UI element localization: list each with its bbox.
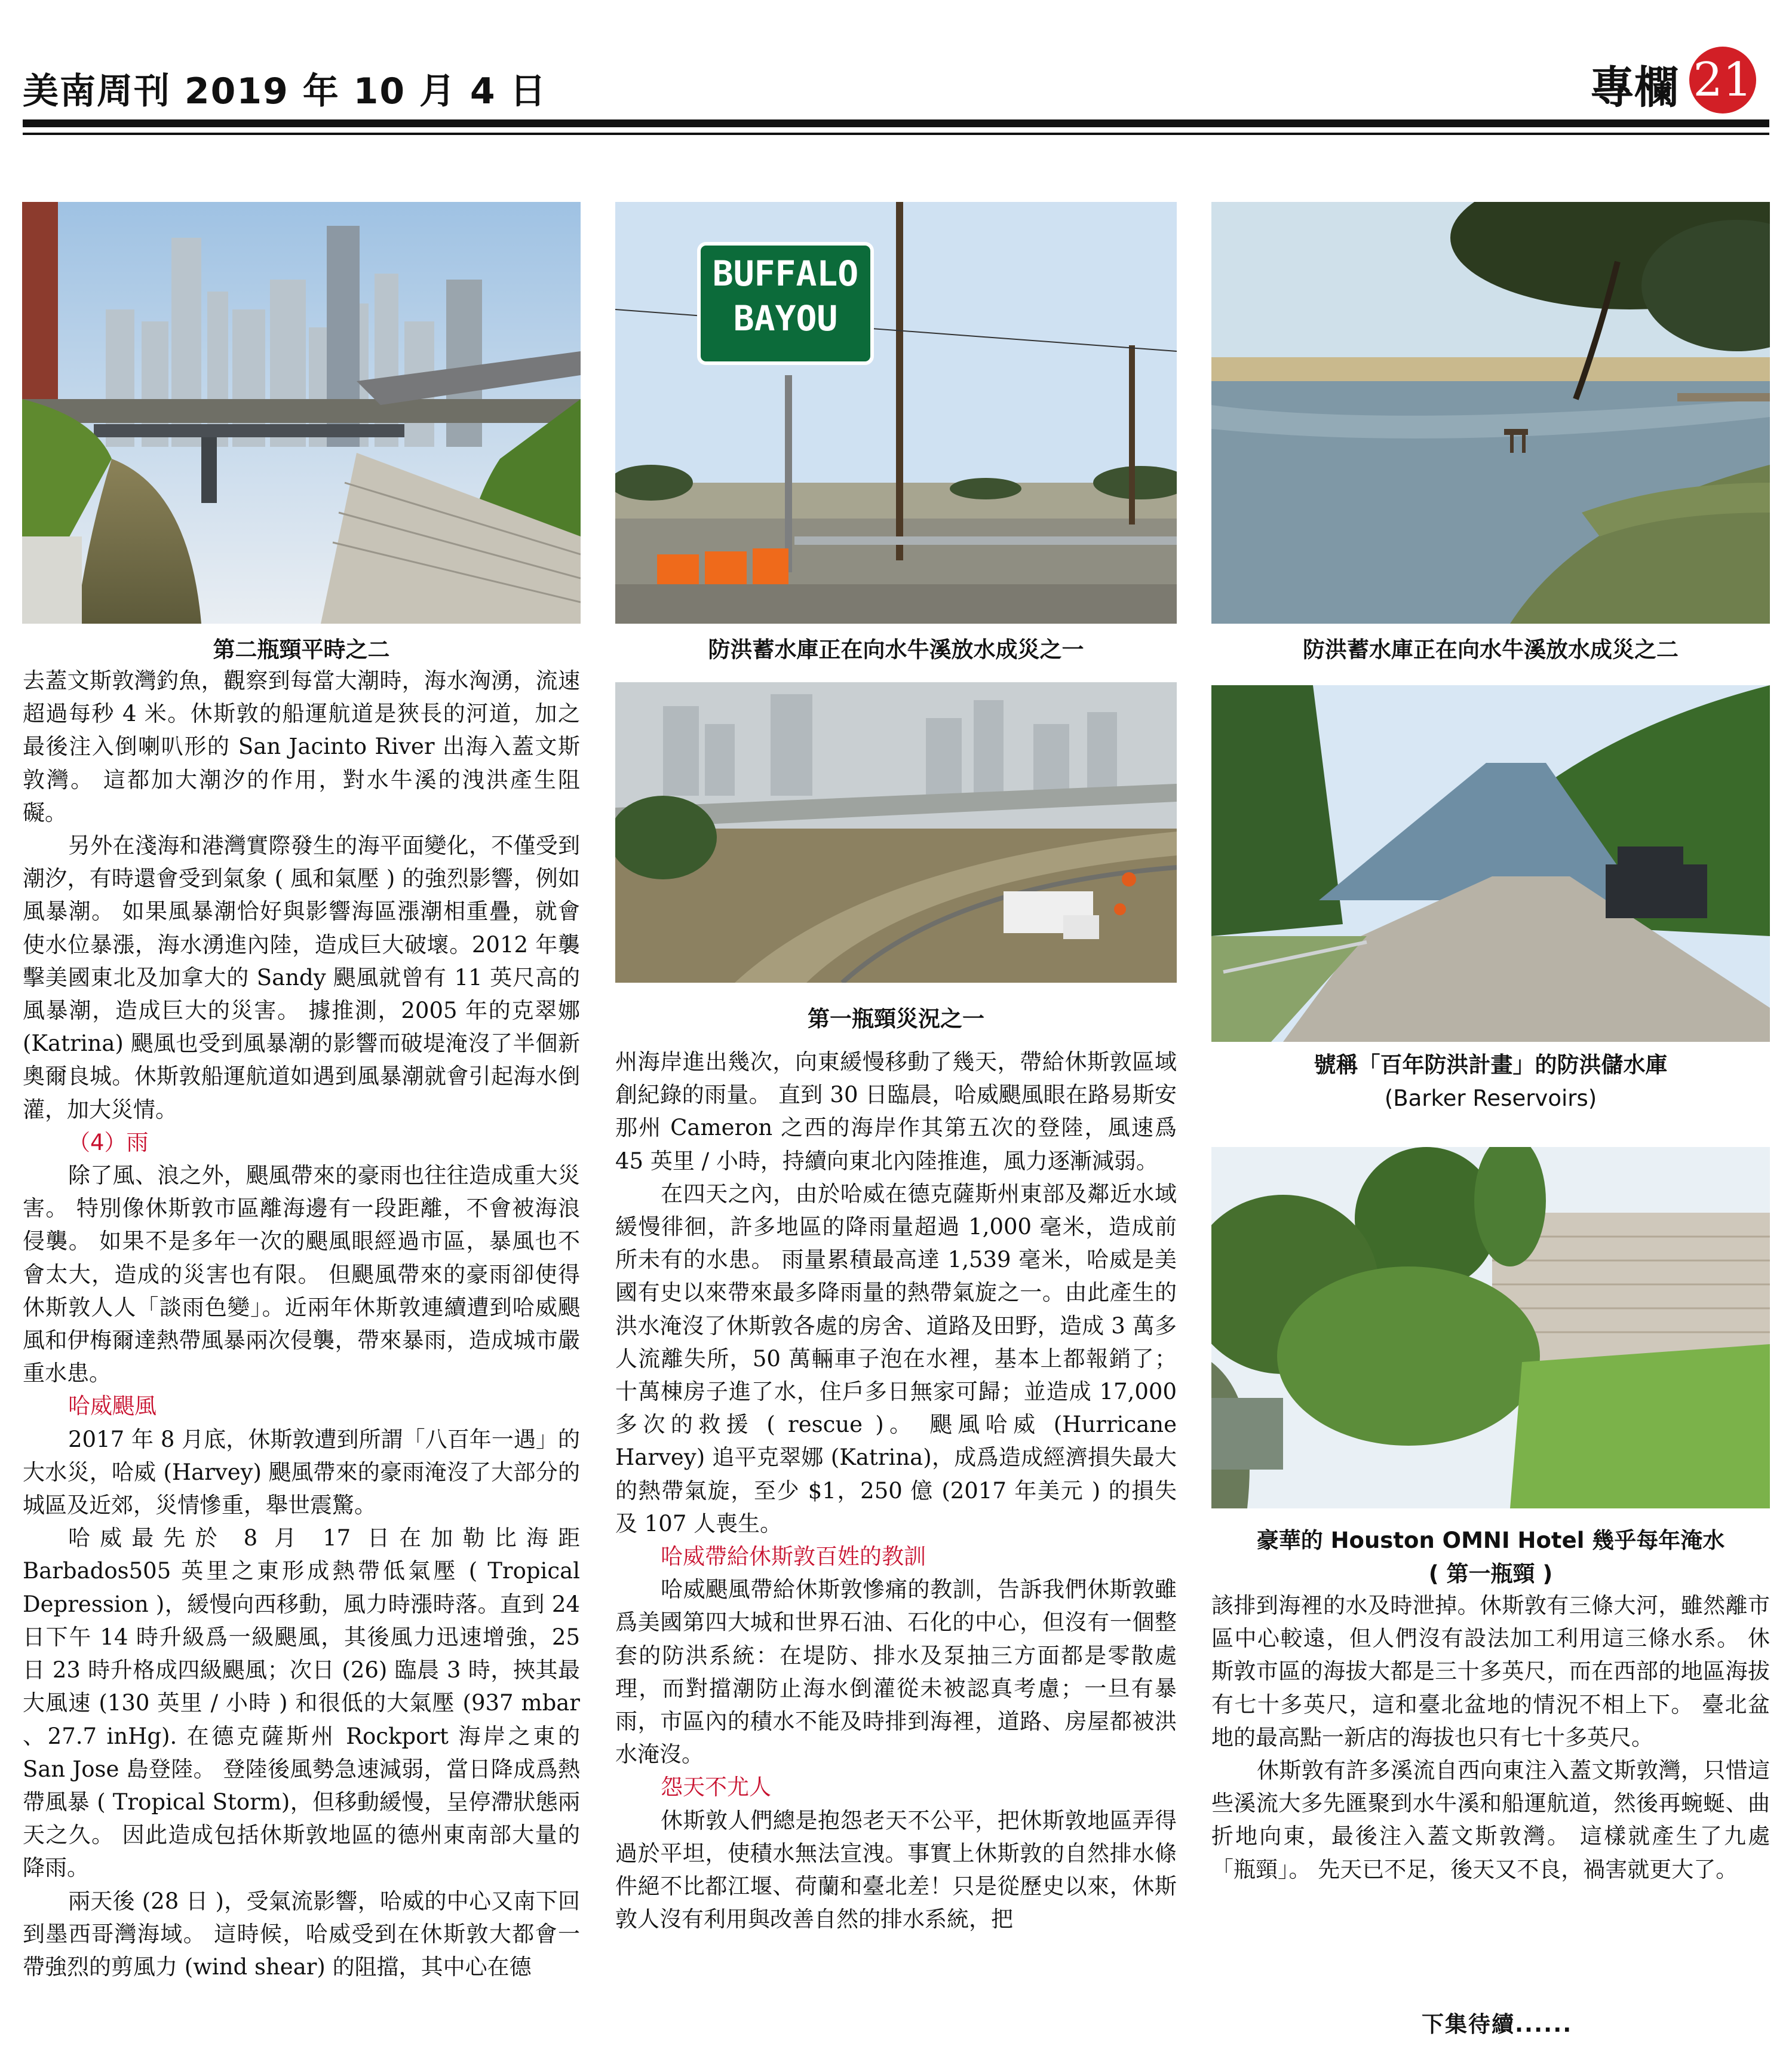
photo-buffalo-bayou-sign (615, 202, 1177, 624)
article-paragraph: 在四天之內，由於哈威在德克薩斯州東部及鄰近水域緩慢徘徊，許多地區的降雨量超過 1,000 毫米，造成前所未有的水患。 雨量累積最高達 1,539 毫米，哈威是美國有史以來帶來最多降雨量的熱帶氣旋之一。由此產生的洪水淹沒了休斯敦各處的房舍、道路及田野，造成 3 萬多人流離失所，50 萬輛車子泡在水裡，基本上都報銷了；十萬棟房子進了水，住戶多日無家可歸；並造成 17,000 多次的救援 ( rescue )。 颶風哈威 (Hurricane Harvey) 追平克翠娜 (Katrina)，成爲造成經濟損失最大的熱帶氣旋，至少 $1，250 億 (2017 年美元 ) 的損失及 107 人喪生。 (615, 1180, 1177, 1536)
caption-photo-2: 防洪蓄水庫正在向水牛溪放水成災之一 (708, 637, 1084, 663)
photo-barker-reservoir (1211, 685, 1770, 1042)
subheading-rain: （4）雨 (68, 1129, 149, 1155)
caption-photo-6 (1211, 1524, 1770, 1591)
article-paragraph: 去蓋文斯敦灣釣魚，觀察到每當大潮時，海水洶湧，流速超過每秒 4 米。休斯敦的船運航道是狹長的河道，加之最後注入倒喇叭形的 San Jacinto River 出海入蓋文斯敦灣。 這都加大潮汐的作用，對水牛溪的洩洪產生阻礙。 (23, 668, 580, 826)
subheading-hurricane-harvey: 哈威颶風 (68, 1393, 157, 1419)
caption-photo-3: 防洪蓄水庫正在向水牛溪放水成災之二 (1303, 637, 1679, 663)
caption-photo-5 (1211, 1048, 1770, 1115)
page-number-badge: 21 (1689, 47, 1756, 114)
header-rule-thin (23, 133, 1769, 135)
sign-text-bayou: BAYOU (733, 298, 838, 339)
article-paragraph: 哈威最先於 8 月 17 日在加勒比海距 Barbados505 英里之東形成熱帶低氣壓 ( Tropical Depression )，緩慢向西移動，風力時漲時落。直到 24 日下午 14 時升級爲一級颶風，其後風力迅速增強，25 日 23 時升格成四級颶風；次日 (26) 臨晨 3 時，挾其最大風速 (130 英里 / 小時 ) 和很低的大氣壓 (937 mbar 、27.7 inHg). 在德克薩斯州 Rockport 海岸之東的 San Jose 島登陸。 登陸後風勢急速減弱，當日降成爲熱帶風暴 ( Tropical Storm)，但移動緩慢，呈停滯狀態兩天之久。 因此造成包括休斯敦地區的德州東南部大量的降雨。 (23, 1525, 580, 1881)
section-title: 專欄 (1590, 62, 1679, 114)
sign-text-buffalo: BUFFALO (712, 253, 859, 294)
photo-downtown-bayou (22, 202, 581, 624)
article-paragraph: 哈威颶風帶給休斯敦慘痛的教訓，告訴我們休斯敦雖爲美國第四大城和世界石油、石化的中心，但沒有一個整套的防洪系統：在堤防、排水及泵抽三方面都是零散處理，而對擋潮防止海水倒灌從未被認真考慮；一旦有暴雨，市區內的積水不能及時排到海裡，道路、房屋都被洪水淹沒。 (615, 1577, 1177, 1768)
caption-photo-5-line2: (Barker Reservoirs) (1384, 1085, 1597, 1111)
article-paragraph: 2017 年 8 月底，休斯敦遭到所謂「八百年一遇」的大水災，哈威 (Harvey) 颶風帶來的豪雨淹沒了大部分的城區及近郊，災情慘重，舉世震驚。 (23, 1426, 580, 1519)
article-paragraph: 另外在淺海和港灣實際發生的海平面變化，不僅受到潮汐，有時還會受到氣象 ( 風和氣壓 ) 的強烈影響，例如風暴潮。 如果風暴潮恰好與影響海區漲潮相重疊，就會使水位暴漲，海水湧進內陸，造成巨大破壞。2012 年襲擊美國東北及加拿大的 Sandy 颶風就曾有 11 英尺高的風暴潮，造成巨大的災害。 據推測，2005 年的克翠娜 (Katrina) 颶風也受到風暴潮的影響而破堤淹沒了半個新奧爾良城。休斯敦船運航道如遇到風暴潮就會引起海水倒灌，加大災情。 (23, 833, 580, 1122)
article-column-1 (23, 664, 580, 1983)
publication-date: 美南周刊 2019 年 10 月 4 日 (23, 70, 547, 112)
subheading-lessons: 哈威帶給休斯敦百姓的教訓 (661, 1544, 926, 1570)
photo-omni-hotel (1211, 1147, 1770, 1508)
photo-reservoir-release (1211, 202, 1770, 624)
article-paragraph: 除了風、浪之外，颶風帶來的豪雨也往往造成重大災害。 特別像休斯敦市區離海邊有一段距離，不會被海浪侵襲。 如果不是多年一次的颶風眼經過市區，暴風也不會太大，造成的災害也有限。 但颶風帶來的豪雨卻使得休斯敦人人「談雨色變」。近兩年休斯敦連續遭到哈威颶風和伊梅爾達熱帶風暴兩次侵襲，帶來暴雨，造成城市嚴重水患。 (23, 1163, 580, 1387)
header-rule-thick (23, 119, 1769, 127)
caption-photo-5-line1: 號稱「百年防洪計畫」的防洪儲水庫 (1314, 1052, 1668, 1078)
article-paragraph: 休斯敦有許多溪流自西向東注入蓋文斯敦灣，只惜這些溪流大多先匯聚到水牛溪和船運航道，然後再蜿蜒、曲折地向東，最後注入蓋文斯敦灣。 這樣就產生了九處「瓶頸」。 先天已不足，後天又不良，禍害就更大了。 (1211, 1758, 1770, 1882)
subheading-no-blame: 怨天不尤人 (661, 1774, 771, 1801)
article-column-3 (1211, 1589, 1770, 1886)
article-paragraph: 休斯敦人們總是抱怨老天不公平，把休斯敦地區弄得過於平坦，使積水無法宣洩。事實上休斯敦的自然排水條件絕不比都江堰、荷蘭和臺北差！只是從歷史以來，休斯敦人沒有利用與改善自然的排水系統，把 (615, 1807, 1177, 1933)
caption-photo-6-line1: 豪華的 Houston OMNI Hotel 幾乎每年淹水 (1256, 1528, 1725, 1553)
caption-photo-1: 第二瓶頸平時之二 (213, 637, 390, 663)
to-be-continued-note: 下集待續...... (1422, 2011, 1573, 2037)
caption-photo-4: 第一瓶頸災況之一 (808, 1006, 984, 1032)
caption-photo-6-line2: ( 第一瓶頸 ) (1428, 1561, 1553, 1587)
article-column-2 (615, 1045, 1177, 1936)
article-paragraph: 該排到海裡的水及時泄掉。休斯敦有三條大河，雖然離市區中心較遠，但人們沒有設法加工利用這三條水系。 休斯敦市區的海拔大都是三十多英尺，而在西部的地區海拔有七十多英尺，這和臺北盆地的情況不相上下。 臺北盆地的最高點一新店的海拔也只有七十多英尺。 (1211, 1593, 1770, 1750)
article-paragraph: 州海岸進出幾次，向東緩慢移動了幾天，帶給休斯敦區域創紀錄的雨量。 直到 30 日臨晨，哈威颶風眼在路易斯安那州 Cameron 之西的海岸作其第五次的登陸，風速爲 45 英里 / 小時，持續向東北內陸推進，風力逐漸減弱。 (615, 1049, 1177, 1174)
article-paragraph: 兩天後 (28 日 )，受氣流影響，哈威的中心又南下回到墨西哥灣海域。 這時候，哈威受到在休斯敦大都會一帶強烈的剪風力 (wind shear) 的阻擋，其中心在德 (23, 1888, 580, 1980)
photo-flooded-freeway (615, 682, 1177, 983)
